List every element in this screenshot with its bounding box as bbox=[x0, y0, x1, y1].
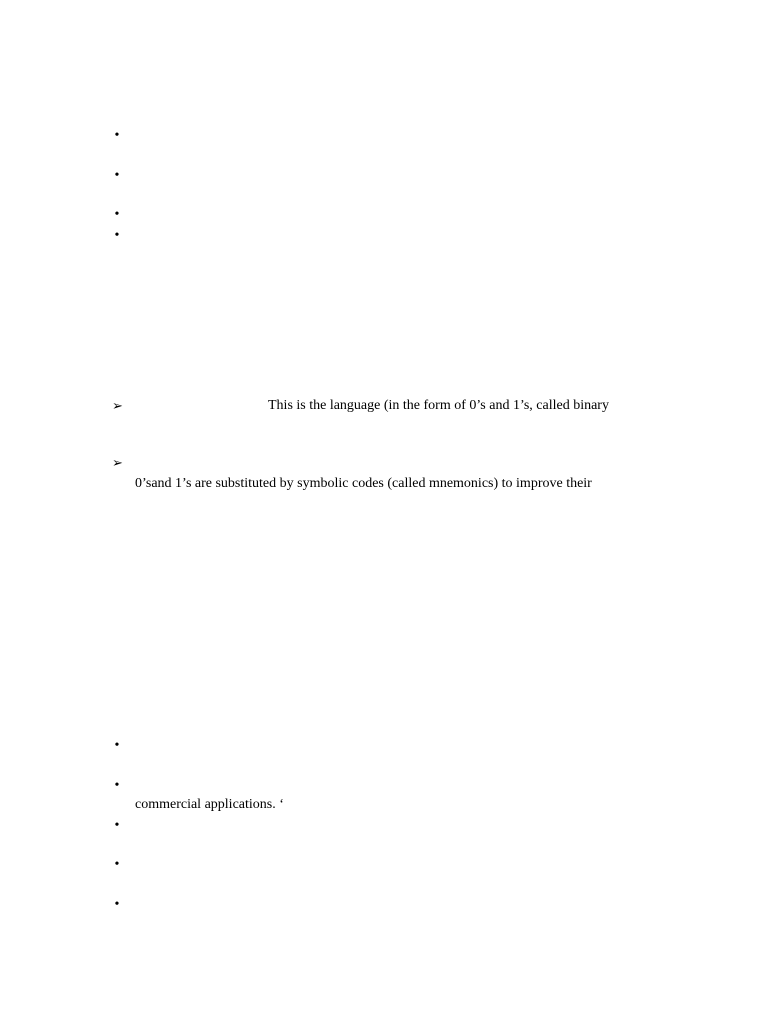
assembly-language-text: 0’sand 1’s are substituted by symbolic codes (called mnemonics) to improve their bbox=[135, 476, 592, 491]
arrow-bullet-2: ➢ bbox=[112, 455, 123, 470]
bullet-4: • bbox=[114, 228, 120, 243]
arrow-bullet-1: ➢ bbox=[112, 398, 123, 413]
bullet-6: • bbox=[114, 778, 120, 793]
bullet-5: • bbox=[114, 738, 120, 753]
bullet-3: • bbox=[114, 207, 120, 222]
machine-language-text: This is the language (in the form of 0’s and 1’s, called binary bbox=[268, 398, 609, 413]
bullet-1: • bbox=[114, 128, 120, 143]
bullet-9: • bbox=[114, 897, 120, 912]
bullet-2: • bbox=[114, 168, 120, 183]
bullet-8: • bbox=[114, 857, 120, 872]
commercial-applications-text: commercial applications. ‘ bbox=[135, 797, 284, 812]
bullet-7: • bbox=[114, 818, 120, 833]
